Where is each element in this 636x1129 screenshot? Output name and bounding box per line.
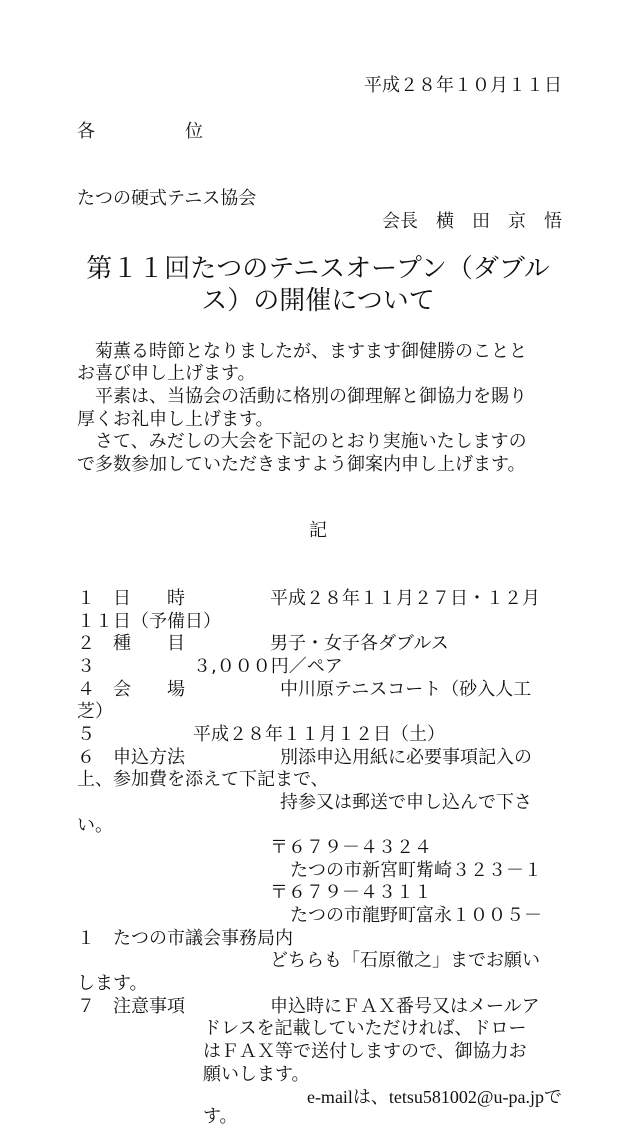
address-2-street: たつの市龍野町富永１００５－ (290, 905, 542, 926)
item-6-value: 別添申込用紙に必要事項記入の (280, 747, 532, 768)
intro-line: 平素は、当協会の活動に格別の御理解と御協力を賜り (77, 386, 527, 407)
intro-line: お喜び申し上げます。 (77, 363, 256, 384)
item-7-continuation: ドレスを記載していただければ、ドロー (203, 1018, 527, 1039)
item-6-label: ６ 申込方法 (77, 747, 185, 768)
item-3-value: ３,０００円／ペア (193, 656, 343, 677)
sender-organization: たつの硬式テニス協会 (77, 188, 257, 209)
item-4-label: ４ 会 場 (77, 679, 185, 700)
intro-line: で多数参加していただきますよう御案内申し上げます。 (77, 454, 526, 475)
item-1-value: 平成２８年１１月２７日・１２月 (270, 588, 540, 609)
item-6-continuation: 持参又は郵送で申し込んで下さ (280, 792, 532, 813)
item-2-label: ２ 種 目 (77, 633, 185, 654)
item-1-continuation: １１日（予備日） (77, 611, 221, 632)
address-2-postal-code: 〒６７９－４３１１ (270, 882, 432, 903)
item-7-value: 申込時にＦＡＸ番号又はメールア (270, 996, 540, 1017)
address-1-postal-code: 〒６７９－４３２４ (270, 837, 432, 858)
item-5-value: 平成２８年１１月１２日（土） (193, 724, 445, 745)
item-6-continuation: 上、参加費を添えて下記まで、 (77, 769, 329, 790)
item-1-label: １ 日 時 (77, 588, 185, 609)
contact-person: どちらも「石原徹之」までお願い (270, 950, 540, 971)
item-2-value: 男子・女子各ダブルス (270, 633, 449, 654)
item-3-label: ３ (77, 656, 95, 677)
document-title-line-2: ス）の開催について (201, 286, 435, 316)
address-2-continuation: １ たつの市議会事務局内 (77, 928, 293, 949)
intro-line: 菊薫る時節となりましたが、ますます御健勝のことと (77, 341, 527, 362)
item-7-continuation: 願いします。 (203, 1064, 310, 1085)
sender-name: 会長 横 田 京 悟 (382, 211, 562, 232)
ki-heading: 記 (309, 520, 327, 541)
document-date: 平成２８年１０月１１日 (364, 75, 562, 96)
item-4-value: 中川原テニスコート（砂入人工 (280, 679, 532, 700)
item-5-label: ５ (77, 724, 95, 745)
item-7-continuation: はＦＡＸ等で送付しますので、御協力お (203, 1041, 527, 1062)
email-continuation: す。 (203, 1106, 238, 1127)
address-1-street: たつの市新宮町觜崎３２３－１ (290, 860, 542, 881)
document-title-line-1: 第１１回たつのテニスオープン（ダブル (86, 254, 550, 284)
addressee: 各 位 (77, 121, 203, 142)
item-6-continuation: い。 (77, 815, 113, 836)
intro-line: さて、みだしの大会を下記のとおり実施いたしますの (77, 431, 527, 452)
contact-continuation: します。 (77, 973, 148, 994)
intro-line: 厚くお礼申し上げます。 (77, 409, 274, 430)
email-line: e-mailは、tetsu581002@u-pa.jpで (306, 1087, 562, 1107)
item-4-continuation: 芝） (77, 701, 113, 722)
item-7-label: ７ 注意事項 (77, 996, 185, 1017)
